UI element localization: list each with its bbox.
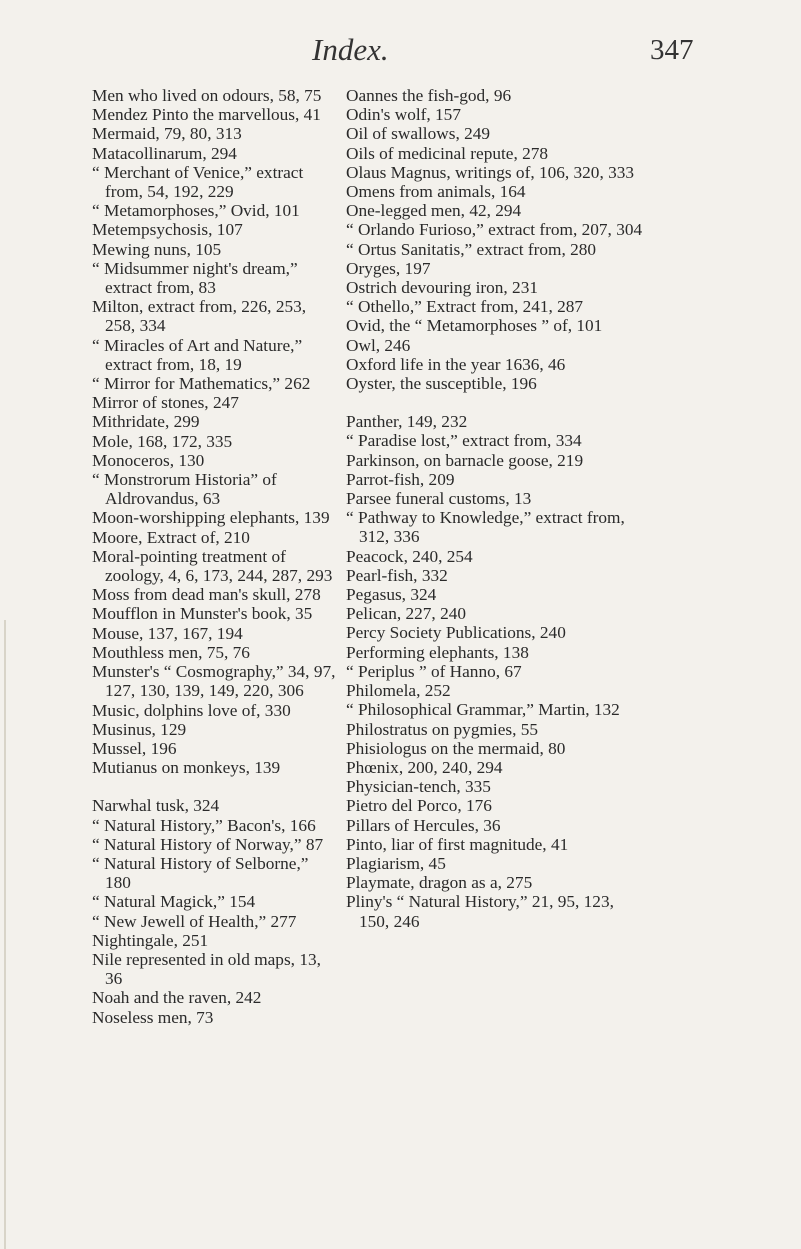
index-entry: Moufflon in Munster's book, 35 [92, 604, 313, 624]
index-entry: “ Midsummer night's dream,” extract from, 83 [92, 258, 298, 298]
index-entry: “ Miracles of Art and Nature,” extract from, 18, 19 [92, 335, 303, 374]
index-group-p [346, 412, 646, 930]
index-group-o [346, 86, 646, 393]
index-entry: Mussel, 196 [92, 738, 177, 758]
index-entry: Pillars of Hercules, 36 [346, 815, 501, 835]
index-entry: Mouthless men, 75, 76 [92, 642, 250, 662]
index-column-right [346, 86, 646, 931]
index-entry: “ Monstrorum Historia” of Aldrovandus, 63 [92, 470, 277, 509]
index-entry: Metempsychosis, 107 [92, 220, 243, 240]
index-entry: Phisiologus on the mermaid, 80 [346, 738, 566, 758]
index-entry: “ Paradise lost,” extract from, 334 [346, 431, 582, 451]
index-entry: Mewing nuns, 105 [92, 239, 222, 259]
index-entry: Odin's wolf, 157 [346, 105, 461, 125]
index-entry: Philomela, 252 [346, 681, 451, 701]
index-entry: Moss from dead man's skull, 278 [92, 585, 321, 605]
index-entry: “ Natural History,” Bacon's, 166 [92, 815, 316, 835]
index-entry: Omens from animals, 164 [346, 182, 526, 202]
index-entry: “ Merchant of Venice,” extract from, 54, 192, 229 [92, 162, 304, 202]
index-entry: Mole, 168, 172, 335 [92, 431, 233, 451]
index-entry: Milton, extract from, 226, 253, 258, 334 [92, 297, 307, 336]
index-entry: Men who lived on odours, 58, 75 [92, 86, 322, 105]
index-entry: Munster's “ Cosmography,” 34, 97, 127, 130, 139, 149, 220, 306 [92, 662, 336, 701]
index-entry: Music, dolphins love of, 330 [92, 700, 291, 720]
index-entry: Musinus, 129 [92, 719, 187, 739]
index-entry: Moral-pointing treatment of zoology, 4, 6, 173, 244, 287, 293 [92, 546, 333, 586]
index-entry: “ Orlando Furioso,” extract from, 207, 304 [346, 220, 643, 240]
index-entry: Panther, 149, 232 [346, 412, 468, 432]
index-entry: One-legged men, 42, 294 [346, 201, 522, 221]
index-entry: Matacollinarum, 294 [92, 143, 237, 163]
index-entry: “ New Jewell of Health,” 277 [92, 911, 297, 931]
index-entry: Mendez Pinto the marvellous, 41 [92, 105, 321, 125]
index-entry: “ Mirror for Mathematics,” 262 [92, 374, 311, 394]
index-entry: Oil of swallows, 249 [346, 124, 491, 144]
index-entry: Oxford life in the year 1636, 46 [346, 354, 566, 374]
index-entry: Pegasus, 324 [346, 585, 437, 605]
index-entry: Moore, Extract of, 210 [92, 527, 250, 547]
index-entry: Moon-worshipping elephants, 139 [92, 508, 330, 528]
index-entry: Phœnix, 200, 240, 294 [346, 757, 503, 777]
index-entry: Ovid, the “ Metamorphoses ” of, 101 [346, 316, 603, 336]
index-entry: Pelican, 227, 240 [346, 604, 466, 624]
index-entry: Pinto, liar of first magnitude, 41 [346, 834, 569, 854]
index-entry: Plagiarism, 45 [346, 853, 446, 873]
index-entry: Pietro del Porco, 176 [346, 796, 492, 816]
index-entry: Noah and the raven, 242 [92, 988, 262, 1008]
index-entry: Nile represented in old maps, 13, 36 [92, 949, 321, 989]
group-spacer [92, 777, 337, 796]
page-number: 347 [650, 34, 694, 66]
index-entry: Mirror of stones, 247 [92, 393, 239, 413]
index-column-left [92, 86, 337, 1027]
index-entry: Ostrich devouring iron, 231 [346, 278, 538, 298]
index-entry: “ Natural History of Norway,” 87 [92, 834, 324, 854]
index-entry: Physician-tench, 335 [346, 777, 491, 797]
running-head [0, 32, 801, 72]
index-entry: Playmate, dragon as a, 275 [346, 873, 533, 893]
index-entry: Mithridate, 299 [92, 412, 200, 432]
index-entry: “ Natural Magick,” 154 [92, 892, 256, 912]
index-entry: Olaus Magnus, writings of, 106, 320, 333 [346, 162, 635, 182]
index-entry: “ Natural History of Selborne,” 180 [92, 853, 309, 893]
index-entry: Owl, 246 [346, 335, 411, 355]
index-entry: Parsee funeral customs, 13 [346, 489, 532, 509]
index-entry: Monoceros, 130 [92, 450, 205, 470]
index-entry: Parkinson, on barnacle goose, 219 [346, 450, 584, 470]
index-entry: Mermaid, 79, 80, 313 [92, 124, 242, 144]
index-entry: “ Ortus Sanitatis,” extract from, 280 [346, 239, 597, 259]
index-entry: Performing elephants, 138 [346, 642, 529, 662]
index-entry: Percy Society Publications, 240 [346, 623, 566, 643]
index-entry: Pearl-fish, 332 [346, 565, 448, 585]
index-entry: Oannes the fish-god, 96 [346, 86, 512, 105]
index-entry: Noseless men, 73 [92, 1007, 214, 1027]
index-entry: Philostratus on pygmies, 55 [346, 719, 539, 739]
index-entry: Narwhal tusk, 324 [92, 796, 220, 816]
index-entry: Peacock, 240, 254 [346, 546, 473, 566]
index-entry: Oyster, the susceptible, 196 [346, 374, 537, 394]
index-entry: Mouse, 137, 167, 194 [92, 623, 243, 643]
index-entry: Oils of medicinal repute, 278 [346, 143, 549, 163]
index-entry: “ Metamorphoses,” Ovid, 101 [92, 201, 300, 221]
page-title: Index. [312, 32, 389, 67]
index-entry: Parrot-fish, 209 [346, 469, 455, 489]
group-spacer [346, 393, 646, 412]
page-edge-shadow [4, 620, 6, 1249]
index-entry: Pliny's “ Natural History,” 21, 95, 123, 150, 246 [346, 892, 614, 931]
index-entry: “ Philosophical Grammar,” Martin, 132 [346, 700, 620, 720]
index-entry: Oryges, 197 [346, 258, 431, 278]
index-entry: “ Pathway to Knowledge,” extract from, 312, 336 [346, 508, 625, 547]
index-group-n [92, 796, 337, 1026]
index-entry: Mutianus on monkeys, 139 [92, 758, 281, 778]
index-group-m [92, 86, 337, 777]
index-entry: Nightingale, 251 [92, 930, 209, 950]
index-entry: “ Periplus ” of Hanno, 67 [346, 661, 522, 681]
index-entry: “ Othello,” Extract from, 241, 287 [346, 297, 584, 317]
